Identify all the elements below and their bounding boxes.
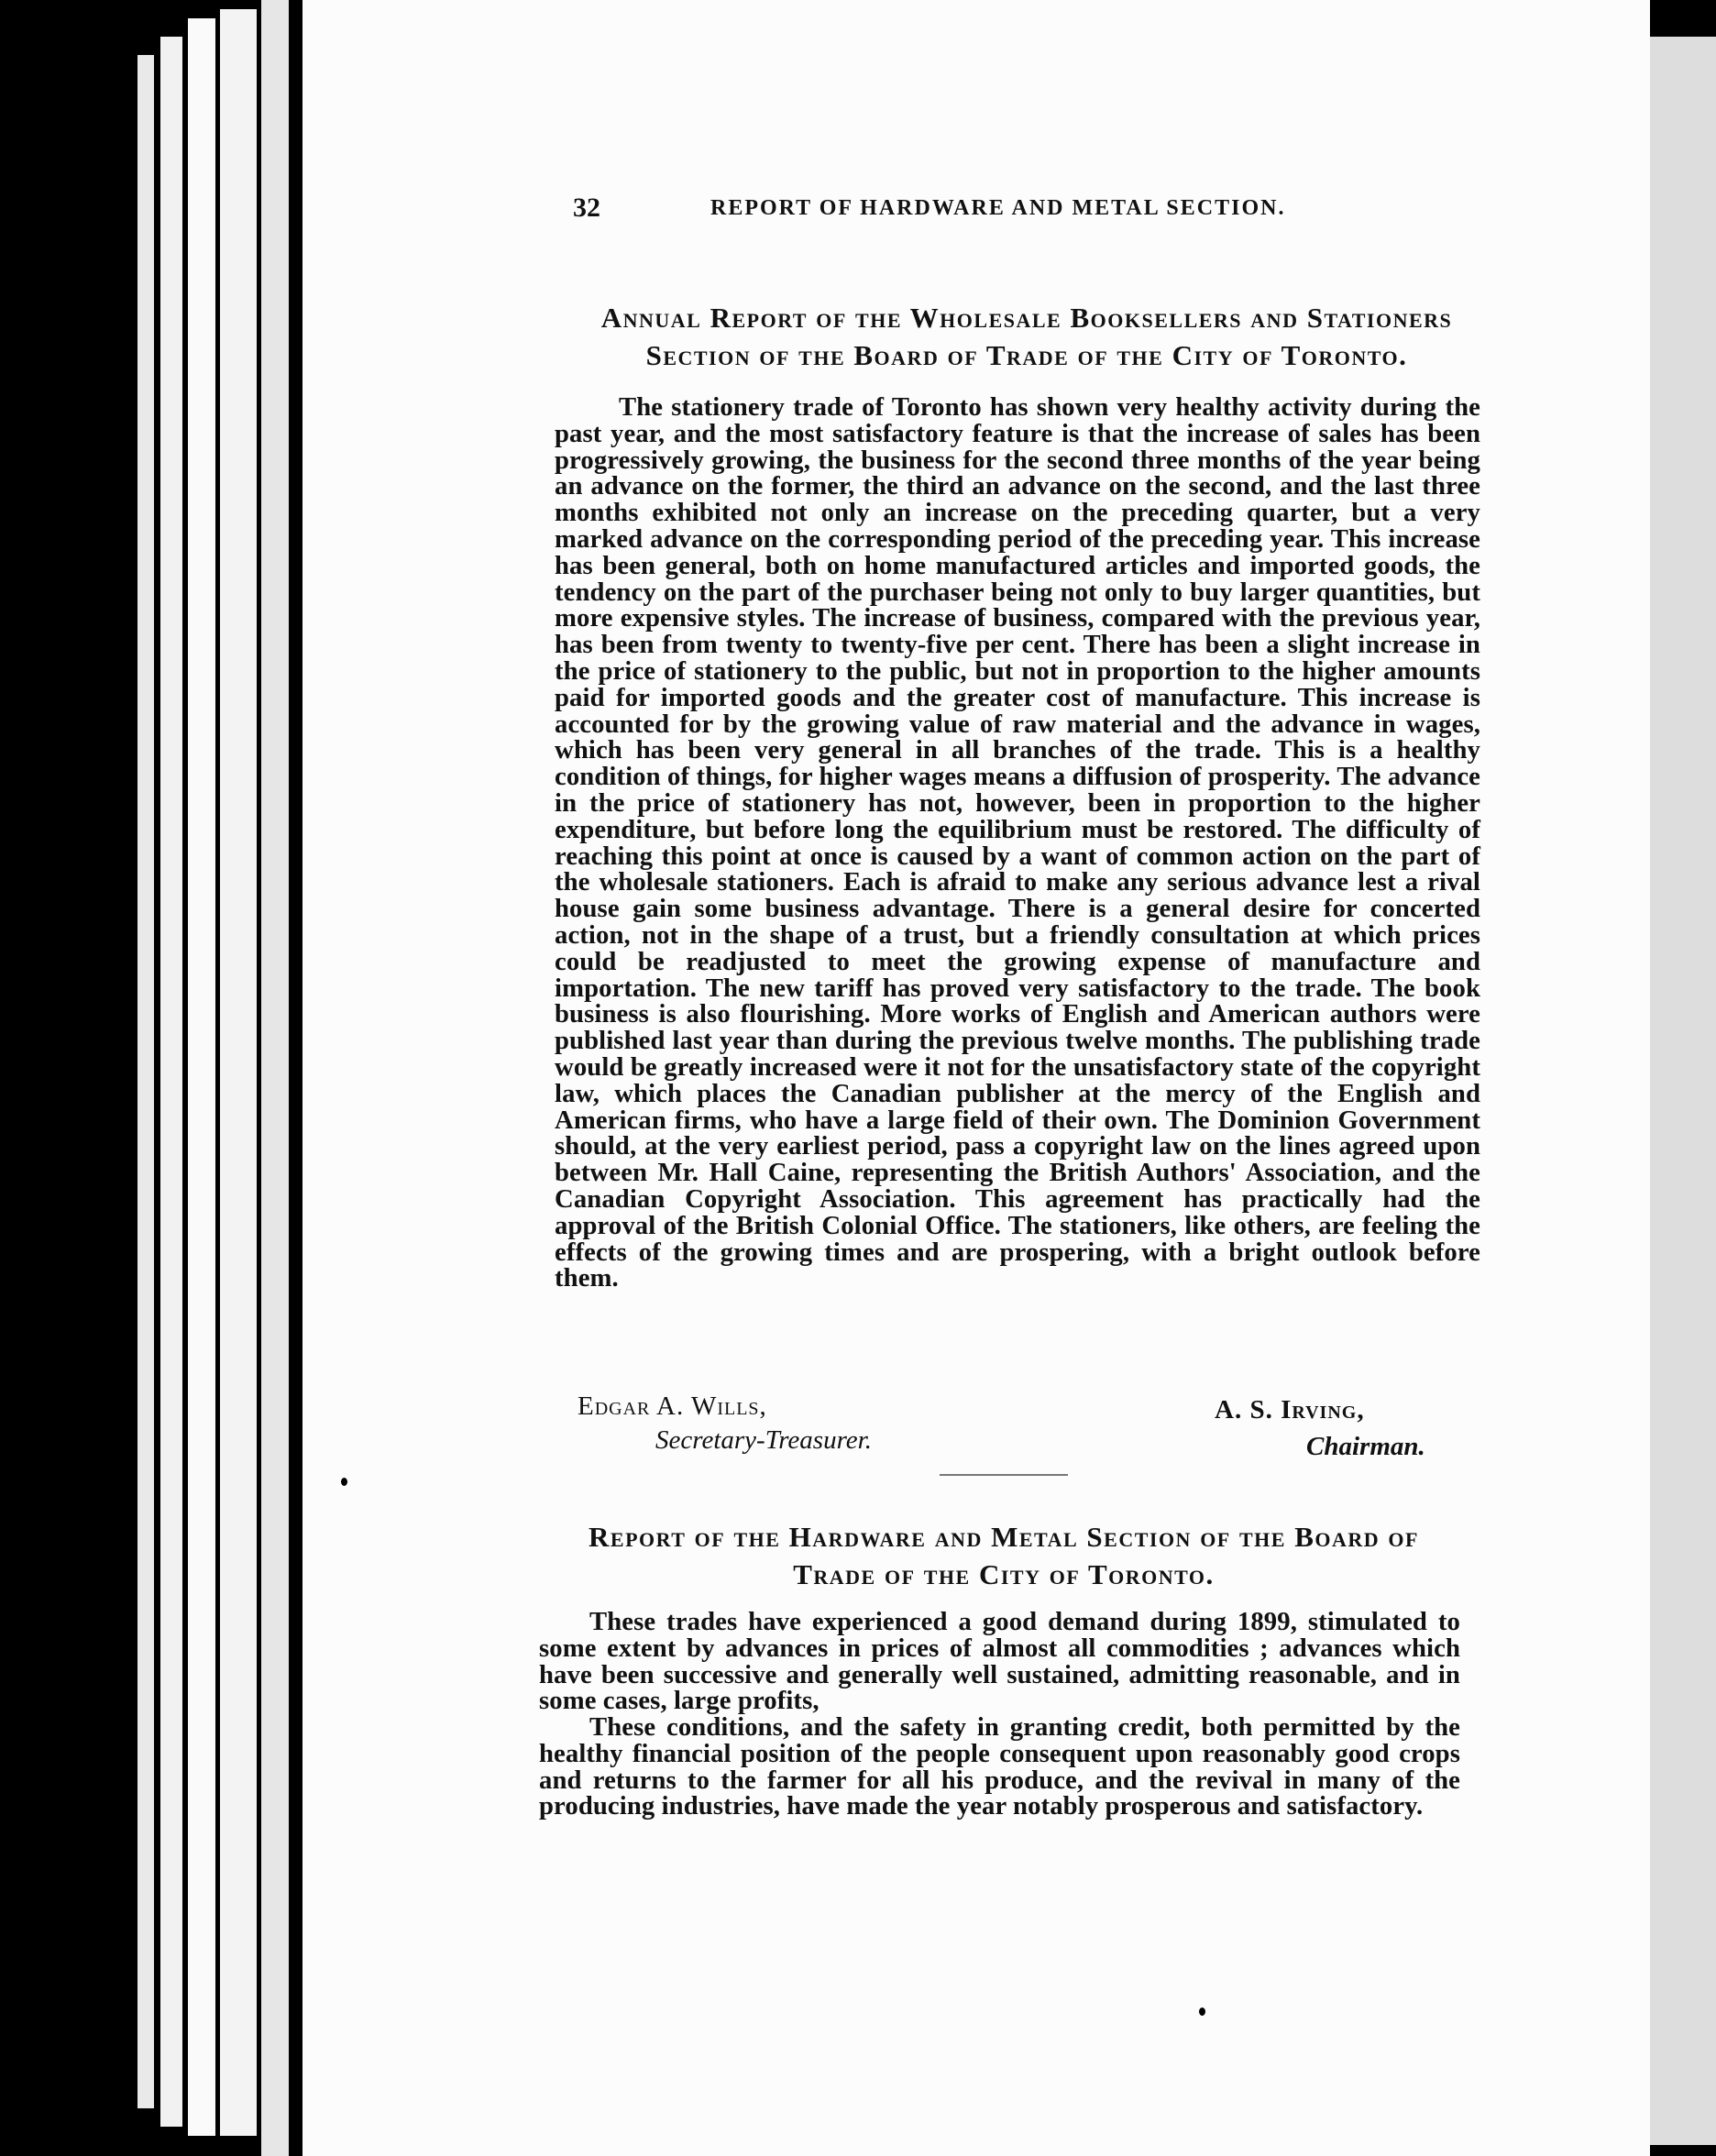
running-head-title: REPORT OF HARDWARE AND METAL SECTION. <box>710 196 1286 220</box>
body-paragraph: These conditions, and the safety in granting credit, both permitted by the healthy financial position of the people consequent upon reasonably good crops and returns to the farmer for all his produce, and the revival in many of the producing industries, have made the year notably prosperous and satisfactory. <box>539 1712 1460 1821</box>
book-page-edge <box>220 9 257 2136</box>
section-divider <box>940 1474 1068 1476</box>
book-page-edge-right <box>1650 37 1716 2145</box>
running-head <box>573 192 1325 224</box>
heading-line: Report of the Hardware and Metal Section of the Board of <box>588 1521 1419 1553</box>
book-page-edge <box>160 37 182 2127</box>
body-paragraph: These trades have experienced a good demand during 1899, stimulated to some extent by advances in prices of almost all commodities ; advances which have been successive and generally well sustained, admitting reasonable, and in some cases, large profits, <box>539 1607 1460 1716</box>
signature-title: Secretary-Treasurer. <box>655 1425 872 1455</box>
signature-title: Chairman. <box>1306 1432 1425 1461</box>
page-number: 32 <box>573 192 600 223</box>
signature-name: A. S. Irving, <box>1215 1395 1365 1424</box>
book-page-edge <box>261 0 289 2156</box>
body-paragraph: The stationery trade of Toronto has shown very healthy activity during the past year, and the most satisfactory feature is that the increase of sales has been progressively growing, the business for the second three months of the year being an advance on the former, the third an advance on the second, and the last three months exhibited not only an increase on the preceding quarter, but a very marked advance on the corresponding period of the preceding year. This increase has been general, both on home manufactured articles and imported goods, the tendency on the part of the purchaser being not only to buy larger quantities, but more expensive styles. The increase of business, compared with the previous year, has been from twenty to twenty-five per cent. There has been a slight increase in the price of stationery to the public, but not in proportion to the higher amounts paid for imported goods and the greater cost of manufacture. This increase is accounted for by the growing value of raw material and the advance in wages, which has been very general in all branches of the trade. This is a healthy condition of things, for higher wages means a diffusion of prosperity. The advance in the price of stationery has not, however, been in proportion to the higher expenditure, but before long the equilibrium must be restored. The difficulty of reaching this point at once is caused by a want of common action on the part of the wholesale stationers. Each is afraid to make any serious advance lest a rival house gain some business advantage. There is a general desire for concerted action, not in the shape of a trust, but a friendly consultation at which prices could be readjusted to meet the growing expense of manufacture and importation. The new tariff has proved very satisfactory to the trade. The book business is also flourishing. More works of English and American authors were published last year than during the previous twelve months. The publishing trade would be greatly increased were it not for the unsatisfactory state of the copyright law, which places the Canadian publisher at the mercy of the English and American firms, who have a large field of their own. The Dominion Government should, at the very earliest period, pass a copyright law on the lines agreed upon between Mr. Hall Caine, representing the British Authors' Association, and the Canadian Copyright Association. This agreement has practically had the approval of the British Colonial Office. The stationers, like others, are feeling the effects of the growing times and are prospering, with a bright outlook before them. <box>555 392 1480 1293</box>
book-page-edge <box>138 55 154 2108</box>
signature-name: Edgar A. Wills, <box>578 1392 767 1421</box>
heading-line: Section of the Board of Trade of the City of Toronto. <box>645 339 1408 371</box>
section-heading <box>568 299 1485 374</box>
heading-line: Trade of the City of Toronto. <box>793 1558 1215 1590</box>
heading-line: Annual Report of the Wholesale Booksellers and Stationers <box>600 302 1453 334</box>
book-page-edge <box>188 18 215 2136</box>
section-heading <box>545 1518 1462 1593</box>
ink-speck <box>341 1478 347 1486</box>
ink-speck <box>1199 2008 1205 2016</box>
